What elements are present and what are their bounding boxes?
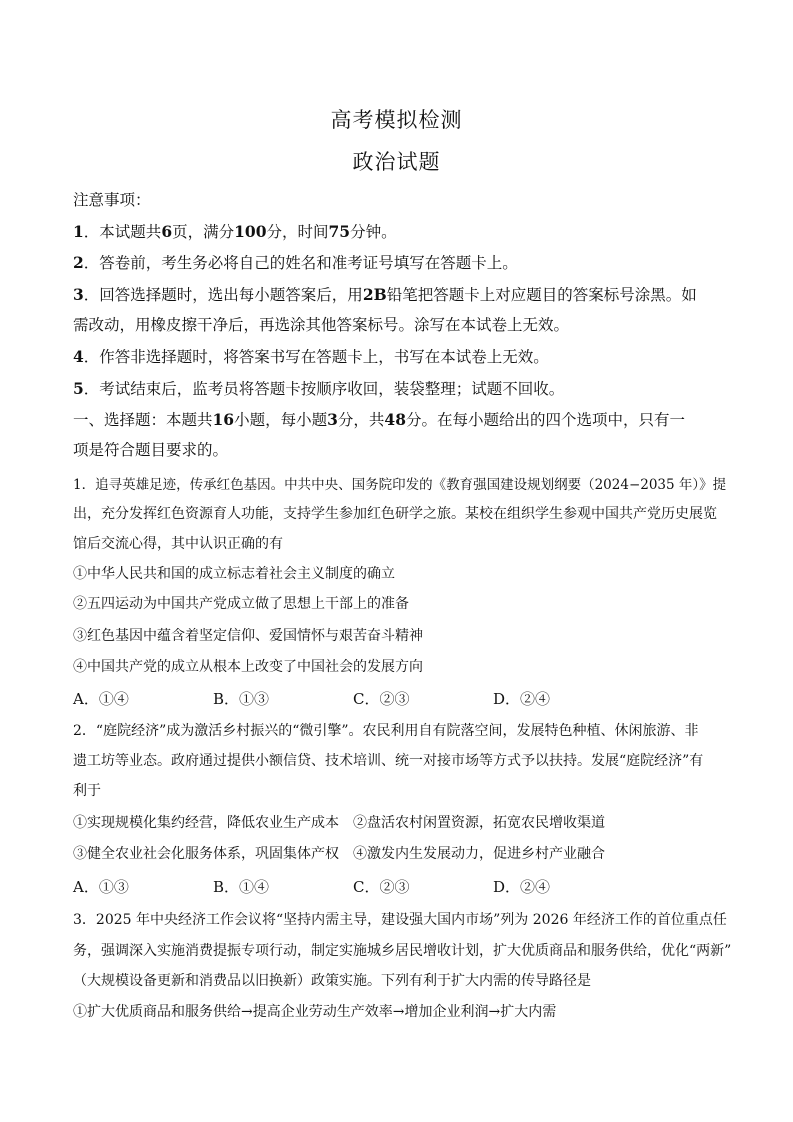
q1-statement-4: ④中国共产党的成立从根本上改变了中国社会的发展方向 [73,659,423,675]
q1-option-b[interactable]: B．①③ [213,690,270,708]
q1-statement-3: ③红色基因中蕴含着坚定信仰、爱国情怀与艰苦奋斗精神 [73,628,423,644]
q1-option-c[interactable]: C．②③ [353,690,410,708]
q2-stem-line-3: 利于 [73,783,101,799]
q3-statement-1: ①扩大优质商品和服务供给→提高企业劳动生产效率→增加企业利润→扩大内需 [73,1004,557,1020]
q2-statements-row-2: ③健全农业社会化服务体系，巩固集体产权 ④激发内生发展动力，促进乡村产业融合 [73,846,605,862]
q3-stem-line-1: 3．2025 年中央经济工作会议将“坚持内需主导，建设强大国内市场”列为 2026 年经济工作的首位重点任 [73,912,727,928]
q2-option-c[interactable]: C．②③ [353,878,410,896]
exam-title: 高考模拟检测 [330,108,463,132]
q2-option-a[interactable]: A．①③ [73,878,129,896]
q1-stem-line-2: 出，充分发挥红色资源育人功能，支持学生参加红色研学之旅。某校在组织学生参观中国共产党历史展览 [73,506,717,522]
q1-stem-line-3: 馆后交流心得，其中认识正确的有 [73,536,283,552]
q2-options [73,876,733,896]
q1-option-d[interactable]: D．②④ [493,690,551,708]
q2-statements-row-1: ①实现规模化集约经营，降低农业生产成本 ②盘活农村闲置资源，拓宽农民增收渠道 [73,815,605,831]
exam-subject: 政治试题 [352,150,441,174]
notice-item-3: 3．回答选择题时，选出每小题答案后，用2B铅笔把答题卡上对应题目的答案标号涂黑。如 [73,285,697,304]
q1-options [73,688,733,708]
q3-stem-line-2: 务，强调深入实施消费提振专项行动，制定实施城乡居民增收计划，扩大优质商品和服务供给，优化“两新” [73,943,732,959]
section-heading: 一、选择题：本题共16小题，每小题3分，共48分。在每小题给出的四个选项中，只有一 [73,410,686,429]
notice-item-1: 1．本试题共6页，满分100分，时间75分钟。 [73,222,397,241]
q2-option-d[interactable]: D．②④ [493,878,551,896]
q2-option-b[interactable]: B．①④ [213,878,270,896]
q2-stem-line-2: 遗工坊等业态。政府通过提供小额信贷、技术培训、统一对接市场等方式予以扶持。发展“庭院经济”有 [73,753,704,769]
notice-item-2: 2．答卷前，考生务必将自己的姓名和准考证号填写在答题卡上。 [73,253,518,272]
q3-stem-line-3: （大规模设备更新和消费品以旧换新）政策实施。下列有利于扩大内需的传导路径是 [73,973,591,989]
notice-item-4: 4．作答非选择题时，将答案书写在答题卡上，书写在本试卷上无效。 [73,347,549,366]
q1-stem-line-1: 1．追寻英雄足迹，传承红色基因。中共中央、国务院印发的《教育强国建设规划纲要（2024−2035 年）》提 [73,477,727,493]
notice-item-5: 5．考试结束后，监考员将答题卡按顺序收回，装袋整理；试题不回收。 [73,379,565,398]
notice-item-3-cont: 需改动，用橡皮擦干净后，再选涂其他答案标号。涂写在本试卷上无效。 [73,316,570,334]
q2-stem-line-1: 2．“庭院经济”成为激活乡村振兴的“微引擎”。农民利用自有院落空间，发展特色种植、休闲旅游、非 [73,723,699,739]
section-heading-cont: 项是符合题目要求的。 [73,441,229,459]
q1-statement-1: ①中华人民共和国的成立标志着社会主义制度的确立 [73,566,395,582]
q1-statement-2: ②五四运动为中国共产党成立做了思想上干部上的准备 [73,596,409,612]
q1-option-a[interactable]: A．①④ [73,690,129,708]
notice-heading: 注意事项： [73,191,151,209]
